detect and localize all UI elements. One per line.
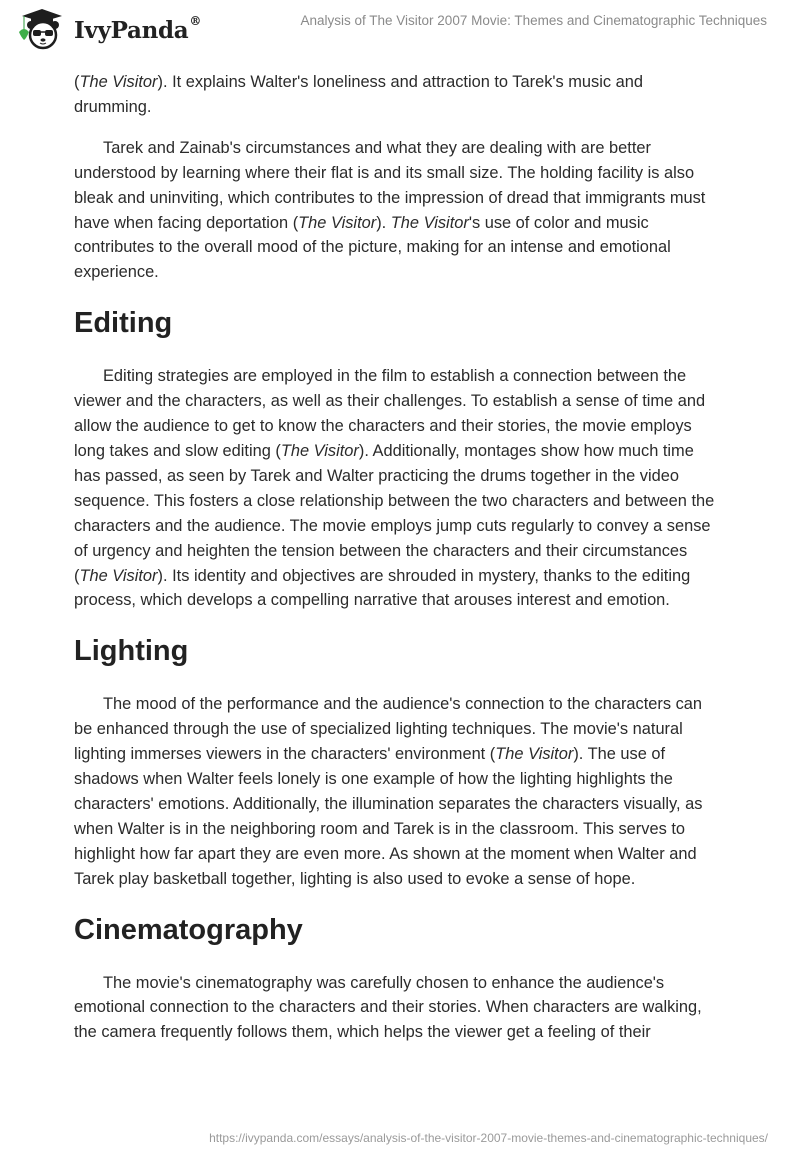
section-heading-editing: Editing — [74, 307, 173, 340]
paragraph-lighting: The mood of the performance and the audience's connection to the characters can be enhanced through the use of specialized lighting techniques. The movie's natural lighting immerses viewers in the characters' environment (The Visitor). The use of shadows when Walter feels lonely is one example of how the lighting highlights the characters' emotions. Additionally, the illumination separates the characters visually, as when Walter is in the neighboring room and Tarek is in the classroom. This serves to highlight how far apart they are even more. As shown at the moment when Walter and Tarek play basketball together, lighting is also used to evoke a sense of hope. — [74, 695, 703, 888]
document-title: Analysis of The Visitor 2007 Movie: Themes and Cinematographic Techniques — [300, 13, 767, 28]
paragraph-intro: (The Visitor). It explains Walter's loneliness and attraction to Tarek's music and drumming. — [74, 73, 643, 116]
brand-name: IvyPanda® — [74, 13, 202, 44]
section-heading-cinematography: Cinematography — [74, 913, 303, 946]
page-header — [0, 0, 800, 52]
source-url[interactable]: https://ivypanda.com/essays/analysis-of-the-visitor-2007-movie-themes-and-cinematographic-techniques/ — [209, 1131, 768, 1145]
paragraph-editing: Editing strategies are employed in the film to establish a connection between the viewer and the characters, as well as their challenges. To establish a sense of time and allow the audience to get to know the characters and their stories, the movie employs long takes and slow editing (The Visitor). Additionally, montages show how much time has passed, as seen by Tarek and Walter practicing the drums together in the video sequence. This fosters a close relationship between the two characters and between the characters and the audience. The movie employs jump cuts regularly to convey a sense of urgency and heighten the tension between the characters and their circumstances (The Visitor). Its identity and objectives are shrouded in mystery, thanks to the editing process, which develops a compelling narrative that arouses interest and emotion. — [74, 367, 715, 610]
section-heading-lighting: Lighting — [74, 635, 189, 668]
panda-graduate-icon — [16, 6, 68, 50]
paragraph-flat: Tarek and Zainab's circumstances and what they are dealing with are better understood by learning where their flat is and its small size. The holding facility is also bleak and uninviting, which contributes to the impression of dread that immigrants must have when facing deportation (The Visitor). The Visitor's use of color and music contributes to the overall mood of the picture, making for an intense and emotional experience. — [74, 138, 706, 282]
paragraph-cinematography: The movie's cinematography was carefully chosen to enhance the audience's emotional connection to the characters and their stories. When characters are walking, the camera frequently follows them, which helps the viewer get a feeling of their — [74, 973, 702, 1042]
brand-logo[interactable] — [16, 8, 201, 48]
essay-body — [74, 70, 724, 1061]
